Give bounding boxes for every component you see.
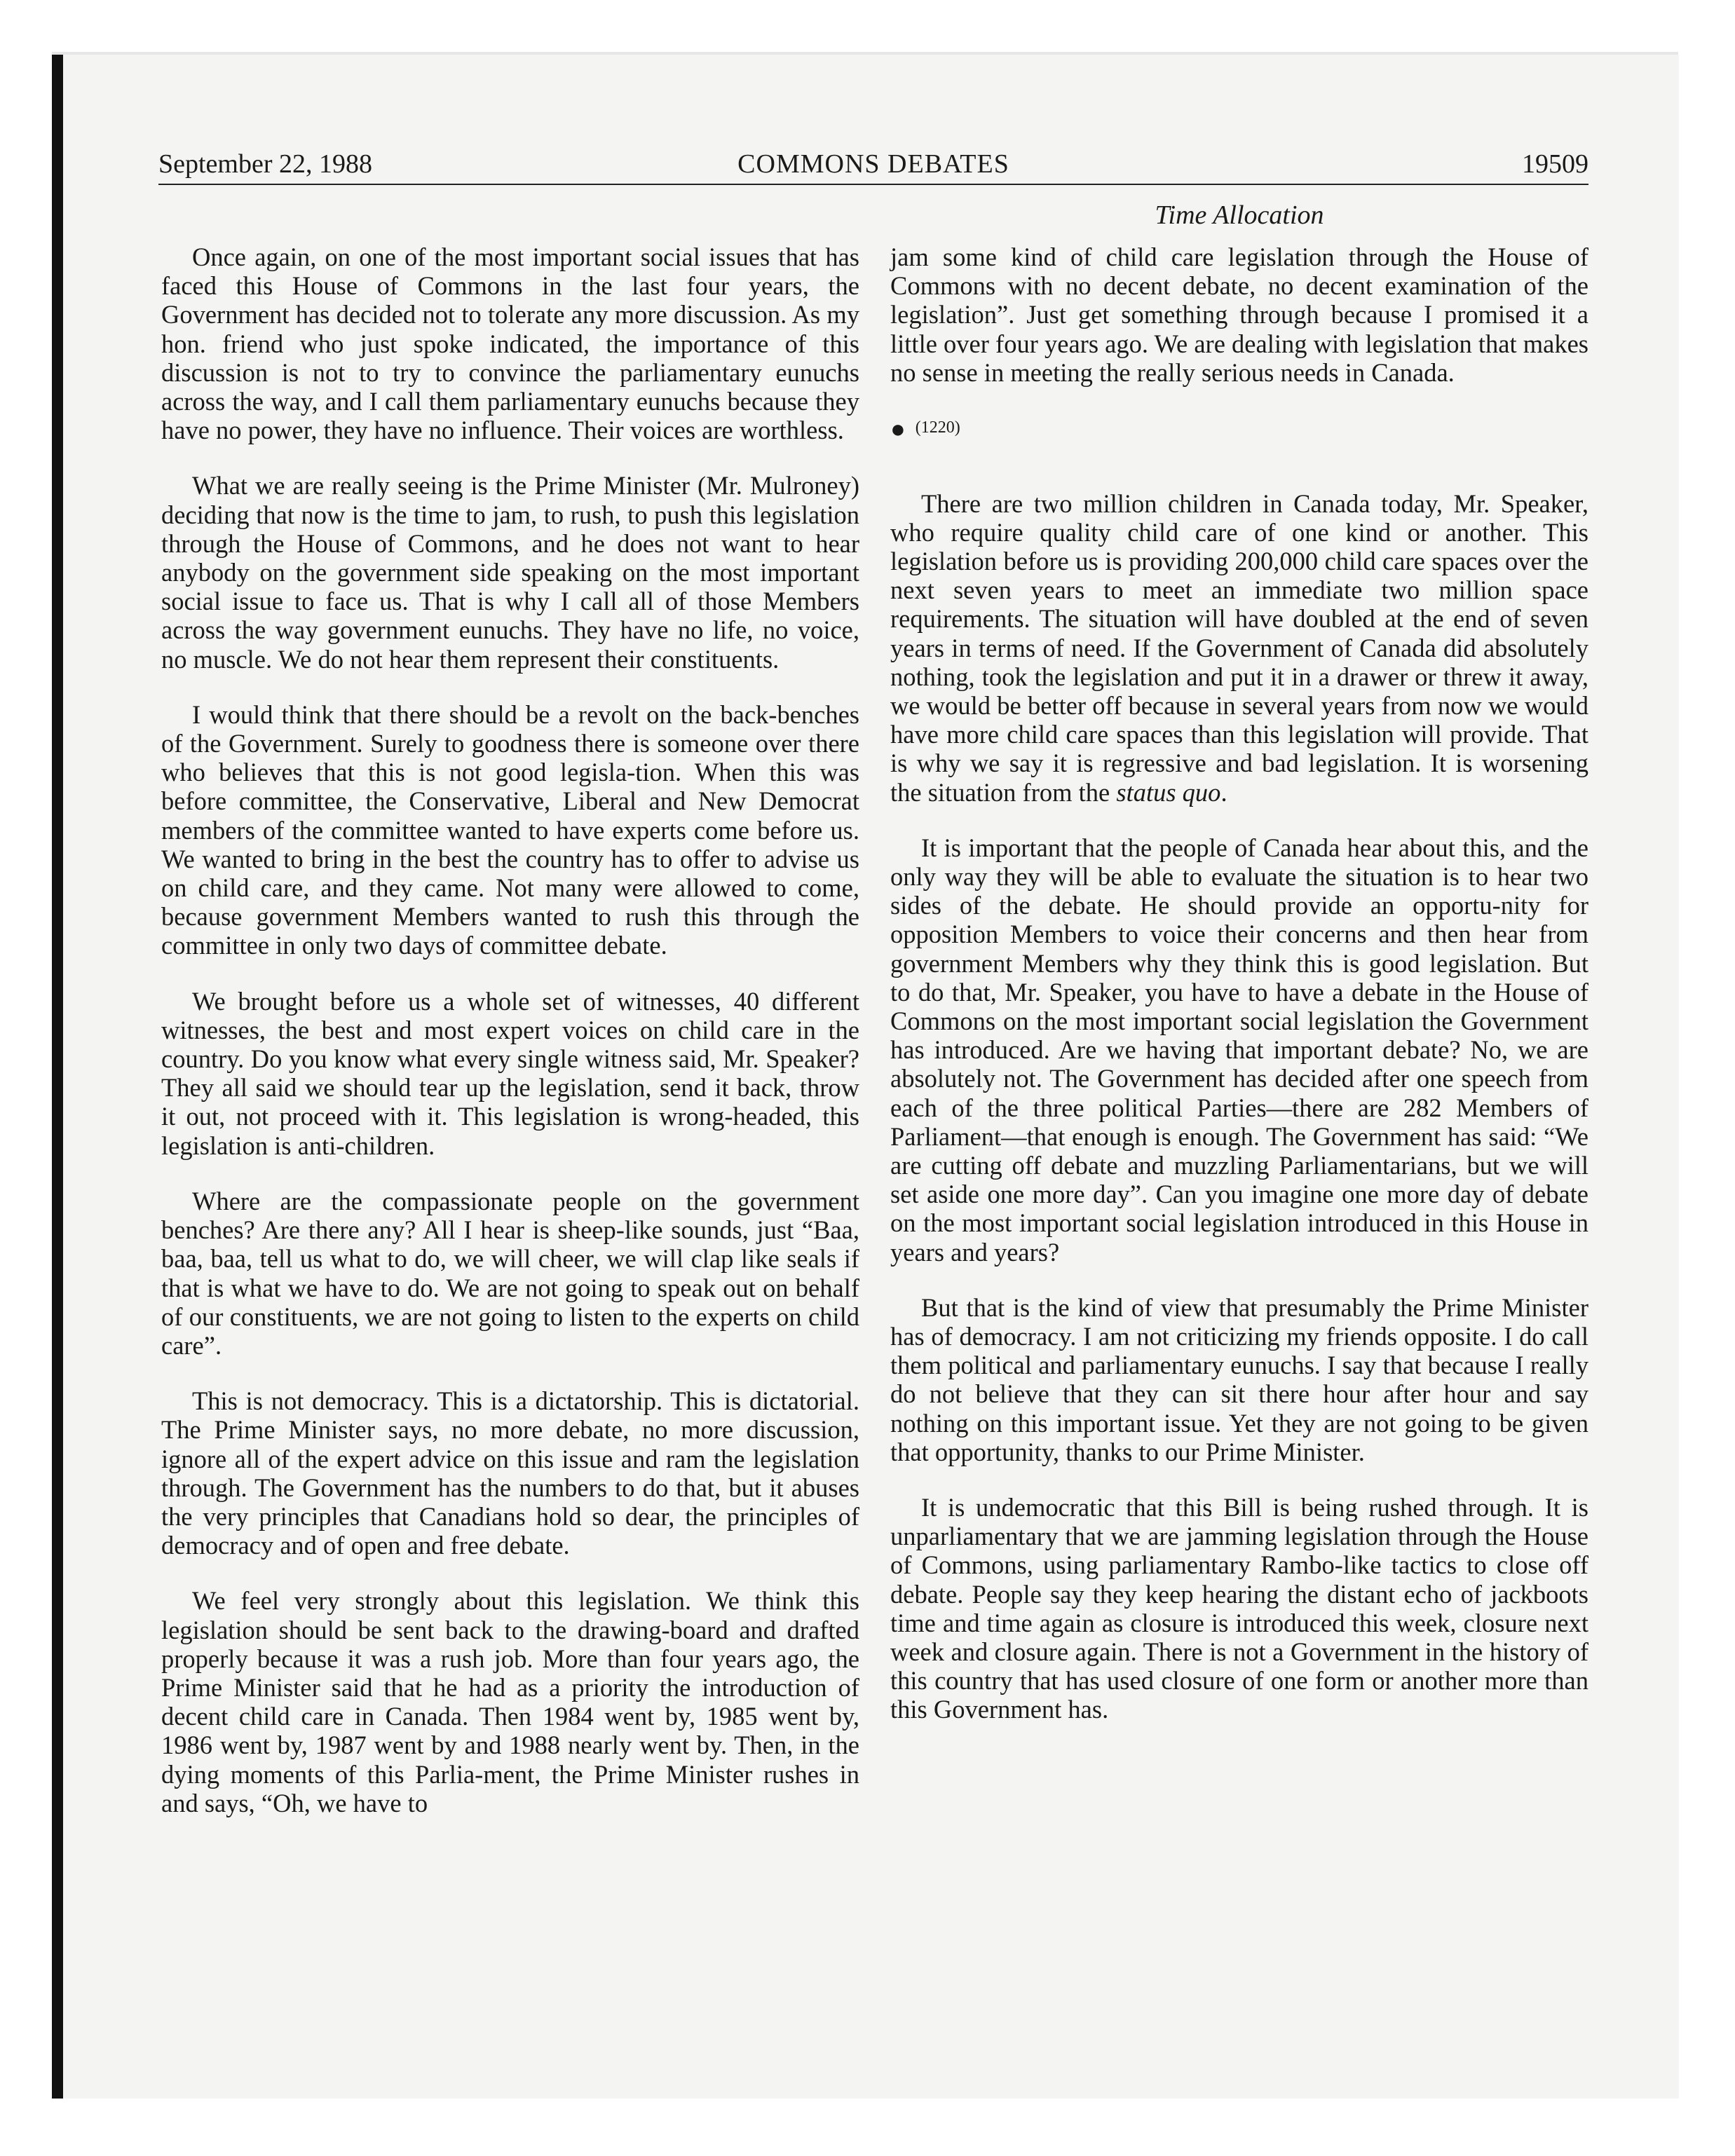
bullet-dot-icon: ● xyxy=(890,414,906,443)
paragraph: I would think that there should be a revolt on the back-benches of the Government. Surely to goodness there is someone over there who believes that this is not good legisla-tion. When this was before committee, the Conservative, Liberal and New Democrat members of the committee wanted to have experts come before us. We wanted to bring in the best the country has to offer to advise us on child care, and they came. Not many were allowed to come, because government Members wanted to rush this through the committee in only two days of committee debate. xyxy=(161,700,859,960)
paragraph: It is important that the people of Canada hear about this, and the only way they will be able to evaluate the situation is to hear two sides of the debate. He should provide an opportu-nity for opposition Members to voice their concerns and then hear from government Members why they think this is good legislation. But to do that, Mr. Speaker, you have to have a debate in the House of Commons on the most important social legislation the Government has introduced. Are we having that important debate? No, we are absolutely not. The Government has decided after one speech from each of the three political Parties—there are 282 Members of Parliament—that enough is enough. The Government has said: “We are cutting off debate and muzzling Parliamentarians, but we will set aside one more day”. Can you imagine one more day of debate on the most important social legislation introduced in this House in years and years? xyxy=(890,833,1588,1267)
paragraph: But that is the kind of view that presumably the Prime Minister has of democracy. I am not criticizing my friends opposite. I do call them political and parliamentary eunuchs. I say that because I really do not believe that they can sit there hour after hour and say nothing on this important issue. Yet they are not going to be given that opportunity, thanks to our Prime Minister. xyxy=(890,1292,1588,1466)
time-marker-label: (1220) xyxy=(915,418,960,437)
paragraph: We feel very strongly about this legislation. We think this legislation should be sent back to the drawing-board and drafted properly because it was a rush job. More than four years ago, the Prime Minister said that he had as a priority the introduction of decent child care in Canada. Then 1984 went by, 1985 went by, 1986 went by, 1987 went by and 1988 nearly went by. Then, in the dying moments of this Parlia-ment, the Prime Minister rushes in and says, “Oh, we have to xyxy=(161,1586,859,1817)
paragraph-text-end: . xyxy=(1220,777,1227,807)
continued-paragraph: jam some kind of child care legislation through the House of Commons with no decent debate, no decent examination of the legislation”. Just get something through because I promised it a little over four years ago. We are dealing with legislation that makes no sense in meeting the really serious needs in Canada. xyxy=(890,243,1588,387)
header-page-number: 19509 xyxy=(1522,149,1588,179)
paragraph: Where are the compassionate people on the government benches? Are there any? All I hear is sheep-like sounds, just “Baa, baa, baa, tell us what to do, we will cheer, we will clap like seals if that is what we have to do. We are not going to speak out on behalf of our constituents, we are not going to listen to the experts on child care”. xyxy=(161,1186,859,1360)
header-title: COMMONS DEBATES xyxy=(737,149,1009,179)
right-column xyxy=(890,243,1588,1751)
paragraph: What we are really seeing is the Prime Minister (Mr. Mulroney) deciding that now is the time to jam, to rush, to push this legislation through the House of Commons, and he does not want to hear anybody on the government side speaking on the most important social issue to face us. That is why I call all of those Members across the way government eunuchs. They have no life, no voice, no muscle. We do not hear them represent their constituents. xyxy=(161,471,859,674)
time-marker xyxy=(890,414,1588,442)
section-title: Time Allocation xyxy=(1155,200,1324,230)
header-date: September 22, 1988 xyxy=(158,149,373,179)
scan-edge-shadow xyxy=(52,52,63,2099)
paragraph: Once again, on one of the most important social issues that has faced this House of Commons in the last four years, the Government has decided not to tolerate any more discussion. As my hon. friend who just spoke indicated, the importance of this discussion is not to try to convince the parliamentary eunuchs across the way, and I call them parliamentary eunuchs because they have no power, they have no influence. Their voices are worthless. xyxy=(161,243,859,445)
paragraph: We brought before us a whole set of witnesses, 40 different witnesses, the best and most expert voices on child care in the country. Do you know what every single witness said, Mr. Speaker? They all said we should tear up the legislation, send it back, throw it out, not proceed with it. This legislation is wrong-headed, this legislation is anti-children. xyxy=(161,986,859,1160)
italic-term: status quo xyxy=(1116,777,1221,807)
paragraph xyxy=(890,489,1588,807)
left-column xyxy=(161,243,859,1844)
paragraph: This is not democracy. This is a dictatorship. This is dictatorial. The Prime Minister says, no more debate, no more discussion, ignore all of the expert advice on this issue and ram the legislation through. The Government has the numbers to do that, but it abuses the very principles that Canadians hold so dear, the principles of democracy and of open and free debate. xyxy=(161,1386,859,1560)
paragraph: It is undemocratic that this Bill is being rushed through. It is unparliamentary that we are jamming legislation through the House of Commons, using parliamentary Rambo-like tactics to close off debate. People say they keep hearing the distant echo of jackboots time and time again as closure is introduced this week, closure next week and closure again. There is not a Government in the history of this country that has used closure of one form or another more than this Government has. xyxy=(890,1493,1588,1724)
running-header xyxy=(158,144,1588,185)
paragraph-text: There are two million children in Canada today, Mr. Speaker, who require quality child care of one kind or another. This legislation before us is providing 200,000 child care spaces over the next seven years to meet an immediate two million space requirements. The situation will have doubled at the end of seven years in terms of need. If the Government of Canada did absolutely nothing, took the legislation and put it in a drawer or threw it away, we would be better off because in several years from now we would have more child care spaces than this legislation will provide. That is why we say it is regressive and bad legislation. It is worsening the situation from the xyxy=(890,489,1588,807)
